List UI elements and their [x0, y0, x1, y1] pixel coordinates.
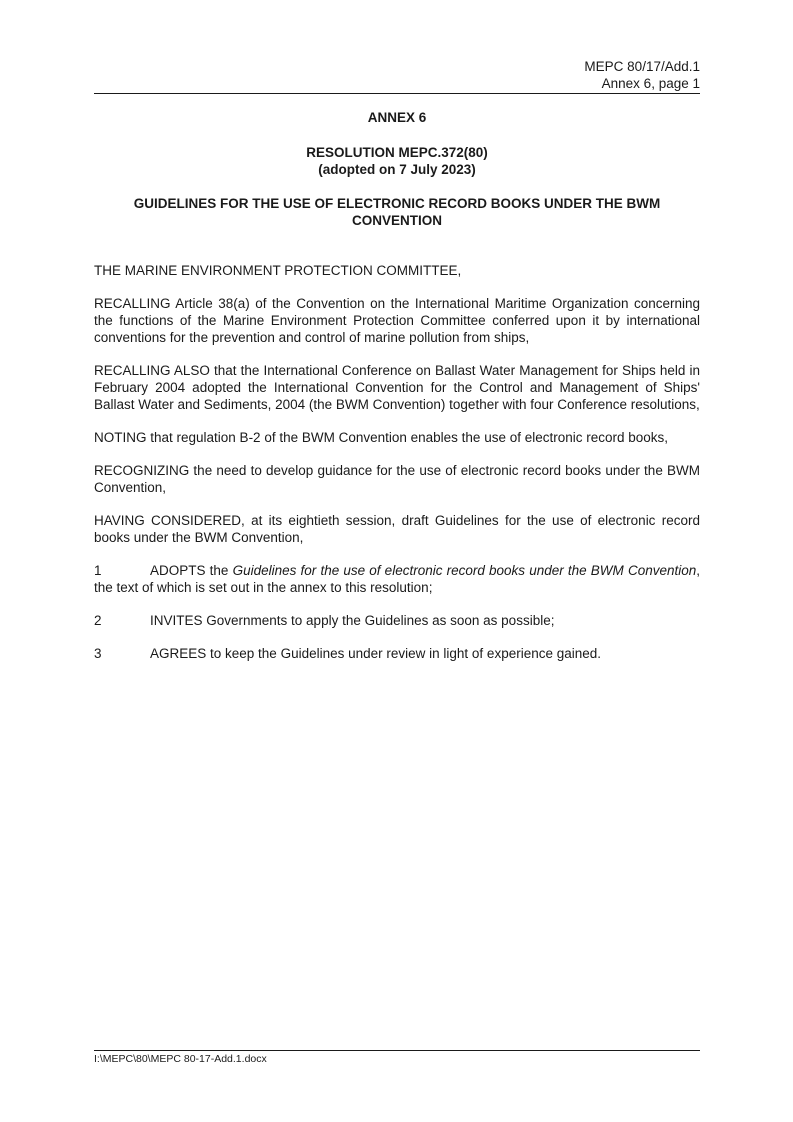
recognizing-paragraph: RECOGNIZING the need to develop guidance for the use of electronic record books under the BWM Convention, [94, 463, 700, 495]
guidelines-title: GUIDELINES FOR THE USE OF ELECTRONIC RECORD BOOKS UNDER THE BWM CONVENTION [133, 196, 661, 228]
header-divider [94, 93, 700, 94]
document-page [94, 0, 700, 1122]
paragraph-number: 1 [94, 563, 102, 578]
having-considered-paragraph: HAVING CONSIDERED, at its eightieth session, draft Guidelines for the use of electronic record books under the BWM Convention, [94, 513, 700, 545]
guidelines-title-reference: Guidelines for the use of electronic record books under the BWM Convention [232, 563, 697, 578]
paragraph-text: INVITES Governments to apply the Guidelines as soon as possible; [150, 613, 555, 628]
paragraph-text-lead: ADOPTS the [150, 563, 233, 578]
paragraph-number: 2 [94, 613, 102, 628]
resolution-body [94, 262, 700, 678]
footer-divider [94, 1050, 700, 1051]
recalling-also-paragraph: RECALLING ALSO that the International Conference on Ballast Water Management for Ships held in February 2004 adopted the International Convention for the Control and Management of Ships' Ballast Water and Sediments, 2004 (the BWM Convention) together with four Conference resolutions, [94, 363, 700, 412]
committee-line: THE MARINE ENVIRONMENT PROTECTION COMMITTEE, [94, 263, 462, 278]
page-header [584, 58, 700, 92]
page-reference: Annex 6, page 1 [601, 76, 700, 91]
resolution-heading [94, 144, 700, 178]
adoption-date: (adopted on 7 July 2023) [318, 162, 476, 177]
operative-paragraph-2 [94, 612, 700, 629]
paragraph-text-tail: , the text of which is set out in the annex to this resolution; [94, 563, 701, 595]
footer-file-path: I:\MEPC\80\MEPC 80-17-Add.1.docx [94, 1053, 267, 1065]
noting-paragraph: NOTING that regulation B-2 of the BWM Convention enables the use of electronic record books, [94, 430, 669, 445]
paragraph-number: 3 [94, 646, 102, 661]
paragraph-text: AGREES to keep the Guidelines under review in light of experience gained. [150, 646, 602, 661]
resolution-number: RESOLUTION MEPC.372(80) [306, 145, 488, 160]
operative-paragraph-3 [94, 645, 700, 662]
document-reference: MEPC 80/17/Add.1 [584, 59, 700, 74]
annex-title: ANNEX 6 [367, 110, 427, 125]
operative-paragraph-1 [94, 562, 700, 596]
recalling-paragraph: RECALLING Article 38(a) of the Convention on the International Maritime Organization concerning the functions of the Marine Environment Protection Committee conferred upon it by international conventions for the prevention and control of marine pollution from ships, [94, 296, 700, 345]
